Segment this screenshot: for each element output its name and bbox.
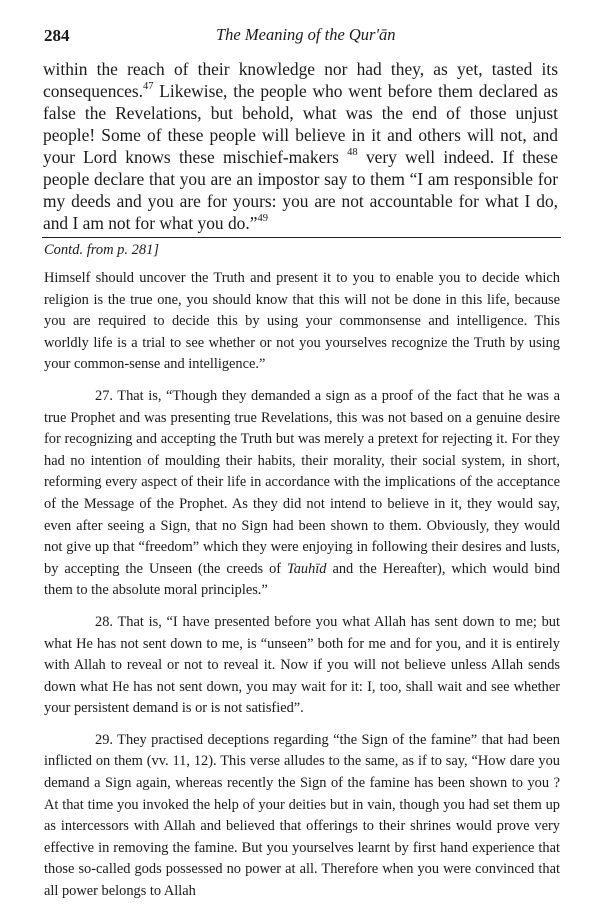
footnotes-section [44, 268, 560, 913]
footnote-continued-paragraph: Himself should uncover the Truth and present it to you to enable you to decide which religion is the true one, you should know that this will not be done in this life, because you are required to decide this by using your commonsense and intelligence. This worldly life is a trial to see whether or not you yourselves recognize the Truth by using your common-sense and intelligence.” [44, 270, 560, 373]
main-text-part-3: very well indeed. If these people declare that you are an impostor say to them “I am responsible for my deeds and you are for yours: you are not accountable for what I do, and I am not for what you do.” [43, 147, 558, 233]
footnote-27-text-b: and the Hereafter), which would bind them to the absolute moral principles.” [44, 560, 560, 599]
footnote-ref-48: 48 [347, 147, 358, 158]
footnote-ref-49: 49 [257, 213, 268, 224]
footnote-divider [42, 237, 561, 238]
footnote-27-text-a: 27. That is, “Though they demanded a sign as a proof of the fact that he was a true Prophet and was presenting true Revelations, this was not based on a genuine desire for recognizing and accepting the Truth but was merely a pretext for rejecting it. For they had no intention of moulding their habits, their morality, their social system, in short, reforming every aspect of their life in accordance with the implications of the acceptance of the Message of the Prophet. As they did not intend to believe in it, they would say, even after seeing a Sign, that no Sign had been shown to them. Obviously, they would not give up that “freedom” which they were enjoying in following their desires and lusts, by accepting the Unseen (the creeds of [44, 387, 560, 577]
page-number: 284 [44, 26, 70, 45]
main-text-part-1: within the reach of their knowledge nor had they, as yet, tasted its consequences. [43, 59, 558, 101]
footnote-28: 28. That is, “I have presented before you what Allah has sent down to me; but what He has not sent down to me, is “unseen” both for me and for you, and it is entirely with Allah to reveal or not to reveal it. Now if you will not believe unless Allah sends down what He has not sent down, you may wait for it: I, too, shall wait and see whether your persistent demand is or is not satisfied”. [44, 613, 560, 717]
footnote-27 [44, 386, 560, 602]
main-text-part-2: Likewise, the people who went before them declared as false the Revelations, but behold, what was the end of those unjust people! Some of these people will believe in it and others will not, and your Lord knows these mischief-makers [43, 81, 558, 167]
main-text-paragraph [43, 58, 558, 234]
footnote-29: 29. They practised deceptions regarding “the Sign of the famine” that had been inflicted on them (vv. 11, 12). This verse alludes to the same, as if to say, “How dare you demand a Sign again, whereas recently the Sign of the famine has been shown to you ? At that time you invoked the help of your deities but in vain, though you had set them up as intercessors with Allah and believed that offerings to their shrines would prove very effective in removing the famine. But you yourselves learnt by first hand experience that those so-called gods possessed no power at all. Therefore when you were convinced that all power belongs to Allah [44, 731, 560, 900]
footnote-27-italic-term: Tauhīd [287, 560, 327, 577]
continued-label: Contd. from p. 281] [44, 242, 160, 258]
running-head: The Meaning of the Qur'ān [216, 25, 396, 44]
footnote-ref-47: 47 [142, 81, 154, 92]
